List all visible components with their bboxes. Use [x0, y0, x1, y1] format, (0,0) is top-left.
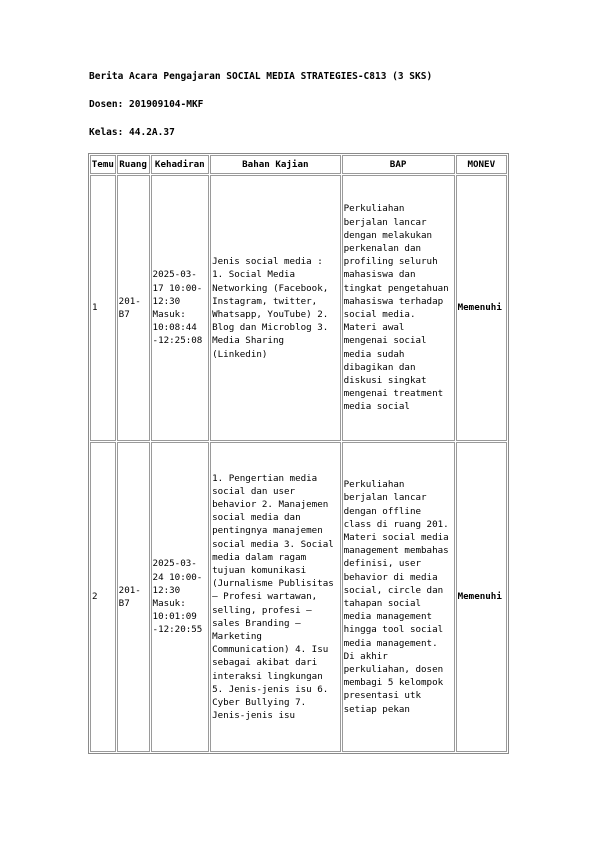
col-header-kehadiran: Kehadiran	[151, 155, 210, 174]
table-row	[90, 175, 507, 441]
col-header-monev: MONEV	[456, 155, 507, 174]
cell-temu: 1	[90, 175, 116, 441]
table-header-row	[90, 155, 507, 174]
cell-bahan-kajian: Jenis social media : 1. Social Media Networking (Facebook, Instagram, twitter, Whatsapp, YouTube) 2. Blog dan Microblog 3. Media Sharing (Linkedin)	[210, 175, 340, 441]
cell-ruang: 201-B7	[117, 175, 150, 441]
cell-bap: Perkuliahan berjalan lancar dengan melakukan perkenalan dan profiling seluruh mahasiswa dan tingkat pengetahuan mahasiswa terhadap social media. Materi awal mengenai social media sudah dibagikan dan diskusi singkat mengenai treatment media social	[342, 175, 455, 441]
col-header-temu: Temu	[90, 155, 116, 174]
cell-bahan-kajian: 1. Pengertian media social dan user behavior 2. Manajemen social media dan pentingnya manajemen social media 3. Social media dalam ragam tujuan komunikasi (Jurnalisme Publisitas – Profesi wartawan, selling, profesi – sales Branding – Marketing Communication) 4. Isu sebagai akibat dari interaksi lingkungan 5. Jenis-jenis isu 6. Cyber Bullying 7. Jenis-jenis isu	[210, 442, 340, 752]
col-header-ruang: Ruang	[117, 155, 150, 174]
cell-monev: Memenuhi	[456, 442, 507, 752]
table-row	[90, 442, 507, 752]
cell-kehadiran: 2025-03-17 10:00-12:30 Masuk: 10:08:44 -12:25:08	[151, 175, 210, 441]
col-header-bap: BAP	[342, 155, 455, 174]
col-header-bahan-kajian: Bahan Kajian	[210, 155, 340, 174]
cell-kehadiran: 2025-03-24 10:00-12:30 Masuk: 10:01:09 -12:20:55	[151, 442, 210, 752]
cell-temu: 2	[90, 442, 116, 752]
class-line: Kelas: 44.2A.37	[89, 127, 175, 138]
cell-monev: Memenuhi	[456, 175, 507, 441]
cell-ruang: 201-B7	[117, 442, 150, 752]
document-title: Berita Acara Pengajaran SOCIAL MEDIA STRATEGIES-C813 (3 SKS)	[89, 71, 433, 82]
attendance-table	[88, 153, 509, 754]
lecturer-line: Dosen: 201909104-MKF	[89, 99, 204, 110]
cell-bap: Perkuliahan berjalan lancar dengan offline class di ruang 201. Materi social media management membahas definisi, user behavior di media social, circle dan tahapan social media management hingga tool social media management. Di akhir perkuliahan, dosen membagi 5 kelompok presentasi utk setiap pekan	[342, 442, 455, 752]
